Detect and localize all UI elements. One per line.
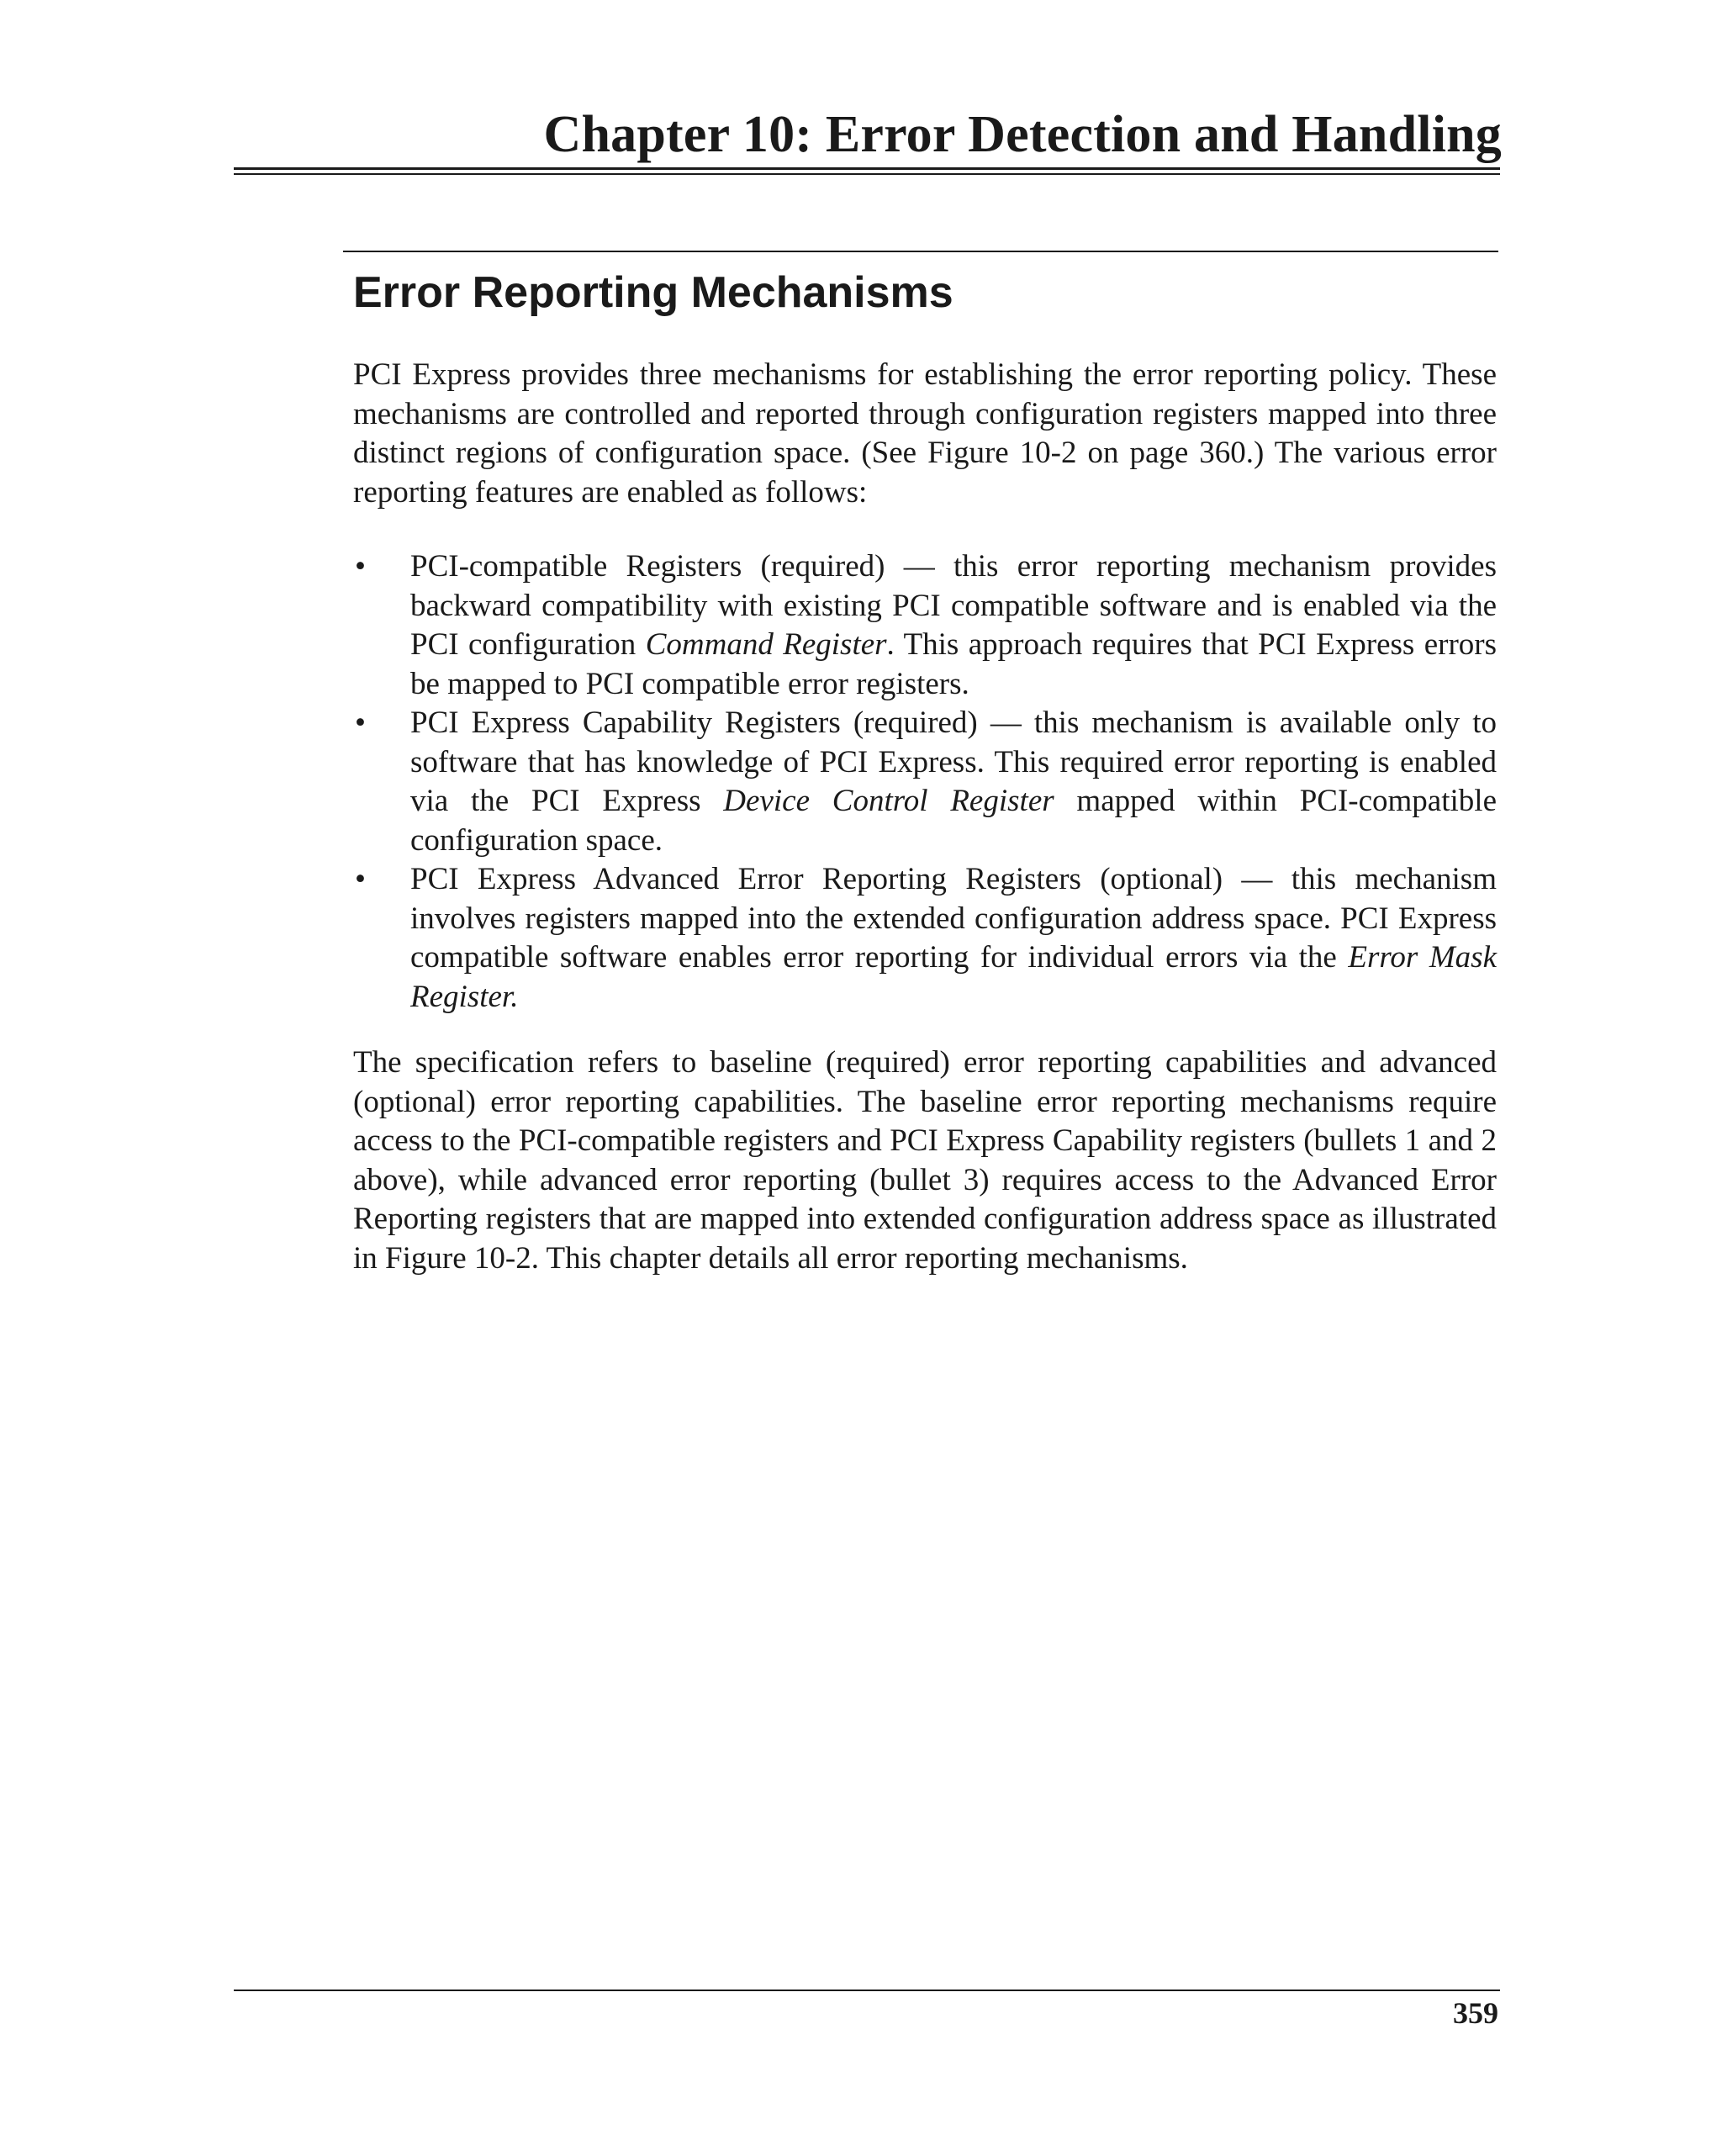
bullet-marker: • <box>355 705 366 740</box>
bullet-marker: • <box>355 862 366 896</box>
header-rule-thick <box>234 167 1500 170</box>
section-heading: Error Reporting Mechanisms <box>353 268 953 317</box>
bullet-item-capability-registers <box>353 704 1497 860</box>
bullet-text: PCI Express Capability Registers (required) — this mechanism is available only to software that has knowledge of PCI Express. This required error reporting is enabled via the PCI Express <box>410 705 1497 818</box>
bullet-marker: • <box>355 549 366 584</box>
bullet-italic-term: Command Register <box>645 627 887 662</box>
bullet-italic-term: Error Mask Register. <box>410 940 1497 1014</box>
header-rule-thin <box>234 173 1500 175</box>
footer-rule <box>234 1990 1500 1991</box>
bullet-item-pci-compatible <box>353 547 1497 704</box>
bullet-text: mapped within PCI-compatible configuration space. <box>410 784 1497 858</box>
intro-paragraph: PCI Express provides three mechanisms for establishing the error reporting policy. These mechanisms are controlled and reported through configuration registers mapped into three distinct regions of configuration space. (See Figure 10-2 on page 360.) The various error reporting features are enabled as follows: <box>353 357 1497 510</box>
bullet-text: PCI-compatible Registers (required) — this error reporting mechanism provides backward compatibility with existing PCI compatible software and is enabled via the PCI configuration <box>410 549 1497 662</box>
closing-paragraph: The specification refers to baseline (required) error reporting capabilities and advanced (optional) error reporting capabilities. The baseline error reporting mechanisms require access to the PCI-compatible registers and PCI Express Capability registers (bullets 1 and 2 above), while advanced error reporting (bullet 3) requires access to the Advanced Error Reporting registers that are mapped into extended configuration address space as illustrated in Figure 10-2. This chapter details all error reporting mechanisms. <box>353 1045 1497 1276</box>
bullet-list <box>353 547 1497 1017</box>
bullet-item-advanced-error-reporting <box>353 860 1497 1017</box>
page-number: 359 <box>1453 1996 1498 2030</box>
section-rule <box>343 251 1498 252</box>
bullet-italic-term: Device Control Register <box>723 784 1054 818</box>
bullet-text: PCI Express Advanced Error Reporting Registers (optional) — this mechanism involves registers mapped into the extended configuration address space. PCI Express compatible software enables error reporting for individual errors via the <box>410 862 1497 975</box>
chapter-title: Chapter 10: Error Detection and Handling <box>543 106 1502 163</box>
bullet-text: . This approach requires that PCI Express errors be mapped to PCI compatible error registers. <box>410 627 1497 701</box>
